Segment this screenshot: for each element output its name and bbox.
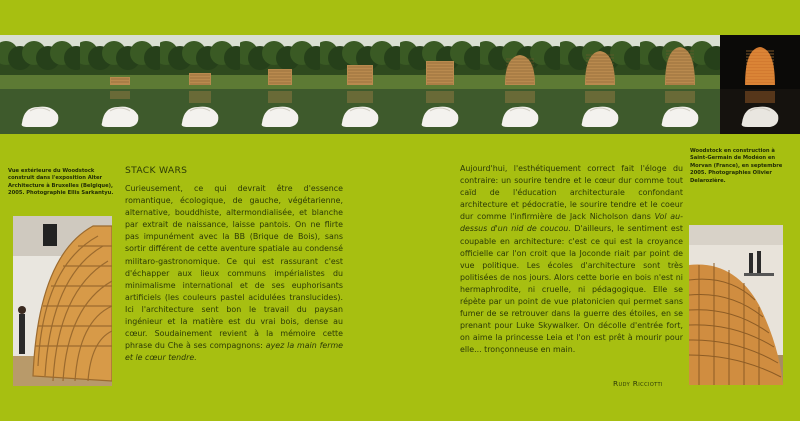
che-quote: ayez la main ferme et le cœur tendre. — [125, 341, 344, 363]
author-signature: Rudy Ricciotti — [613, 379, 663, 388]
left-photo-caption: Vue extérieure du Woodstock construit dans l'exposition Alter Architecture à Bruxelles (Belgique), 2005. Photographie Ellis Sarkantyu. — [8, 168, 114, 197]
film-frame-6 — [400, 35, 480, 134]
left-paragraph — [125, 183, 343, 364]
article-right-column — [460, 163, 683, 357]
film-frame-5 — [320, 35, 400, 134]
film-title: Vol au-dessus d'un nid de coucou. — [460, 212, 683, 234]
right-body-text-2: D'ailleurs, le sentiment est coupable en architecture: c'est ce qui est la croyance officielle car l'on croit que la Joconde riait par point de vue politique. Les écoles d'architecture sont très politisées de nos jours. Alors cette borie en bois n'est ni hermaphrodite, ni cruelle, ni pédagogique. Elle se répète par un point de vue platonicien qui permet sans fumer de se retrouver dans la guerre des étoiles, en se prenant pour Luke Skywalker. On décolle d'entrée fort, on aime la princesse Leia et l'on est prêt à mourir pour elle... tronçonneuse en main. — [460, 224, 683, 355]
article-title: STACK WARS — [125, 165, 188, 176]
construction-filmstrip — [0, 35, 800, 134]
right-paragraph — [460, 163, 683, 357]
film-frame-8 — [560, 35, 640, 134]
film-frame-3 — [160, 35, 240, 134]
exhibition-photo — [13, 216, 112, 386]
right-body-text-1: Aujourd'hui, l'esthétiquement correct fait l'éloge du contraire: un sourire tendre et le cœur dur comme tout caïd de l'éducation architecturale confondant architecture et pédocratie, le sourire tendre et le coeur dur comme l'infirmière de Jack Nicholson dans — [460, 164, 683, 222]
film-frame-1 — [0, 35, 80, 134]
construction-photo — [689, 225, 783, 385]
right-photo-caption: Woodstock en construction à Saint-Germain de Modéon en Morvan (France), en septembre 2005. Photographies Olivier Delarozière. — [690, 148, 783, 184]
film-frame-4 — [240, 35, 320, 134]
article-left-column — [125, 183, 343, 364]
film-frame-9 — [640, 35, 720, 134]
left-body-text: Curieusement, ce qui devrait être d'essence romantique, écologique, de gauche, végétarienne, alternative, bouddhiste, altermondialisée, et blanche par extrait de naissance, laisse pantois. On ne flirte pas impunément avec la BB (Brique de Bois), sans sortir différent de cette aventure spatiale au condensé militaro-gastronomique. Ce qui est rassurant c'est d'échapper aux lieux communs impérialistes du minimalisme international et de ses euphorisants artificiels (les couleurs pastel acidulées translucides). Ici l'architecture sent bon le travail du paysan ingénieur et la matière est du vrai bois, dense au cœur. Soudainement revient à la mémoire cette phrase du Che à ses compagnons: — [125, 184, 343, 351]
film-frame-2 — [80, 35, 160, 134]
film-frame-7 — [480, 35, 560, 134]
film-frame-10 — [720, 35, 800, 134]
